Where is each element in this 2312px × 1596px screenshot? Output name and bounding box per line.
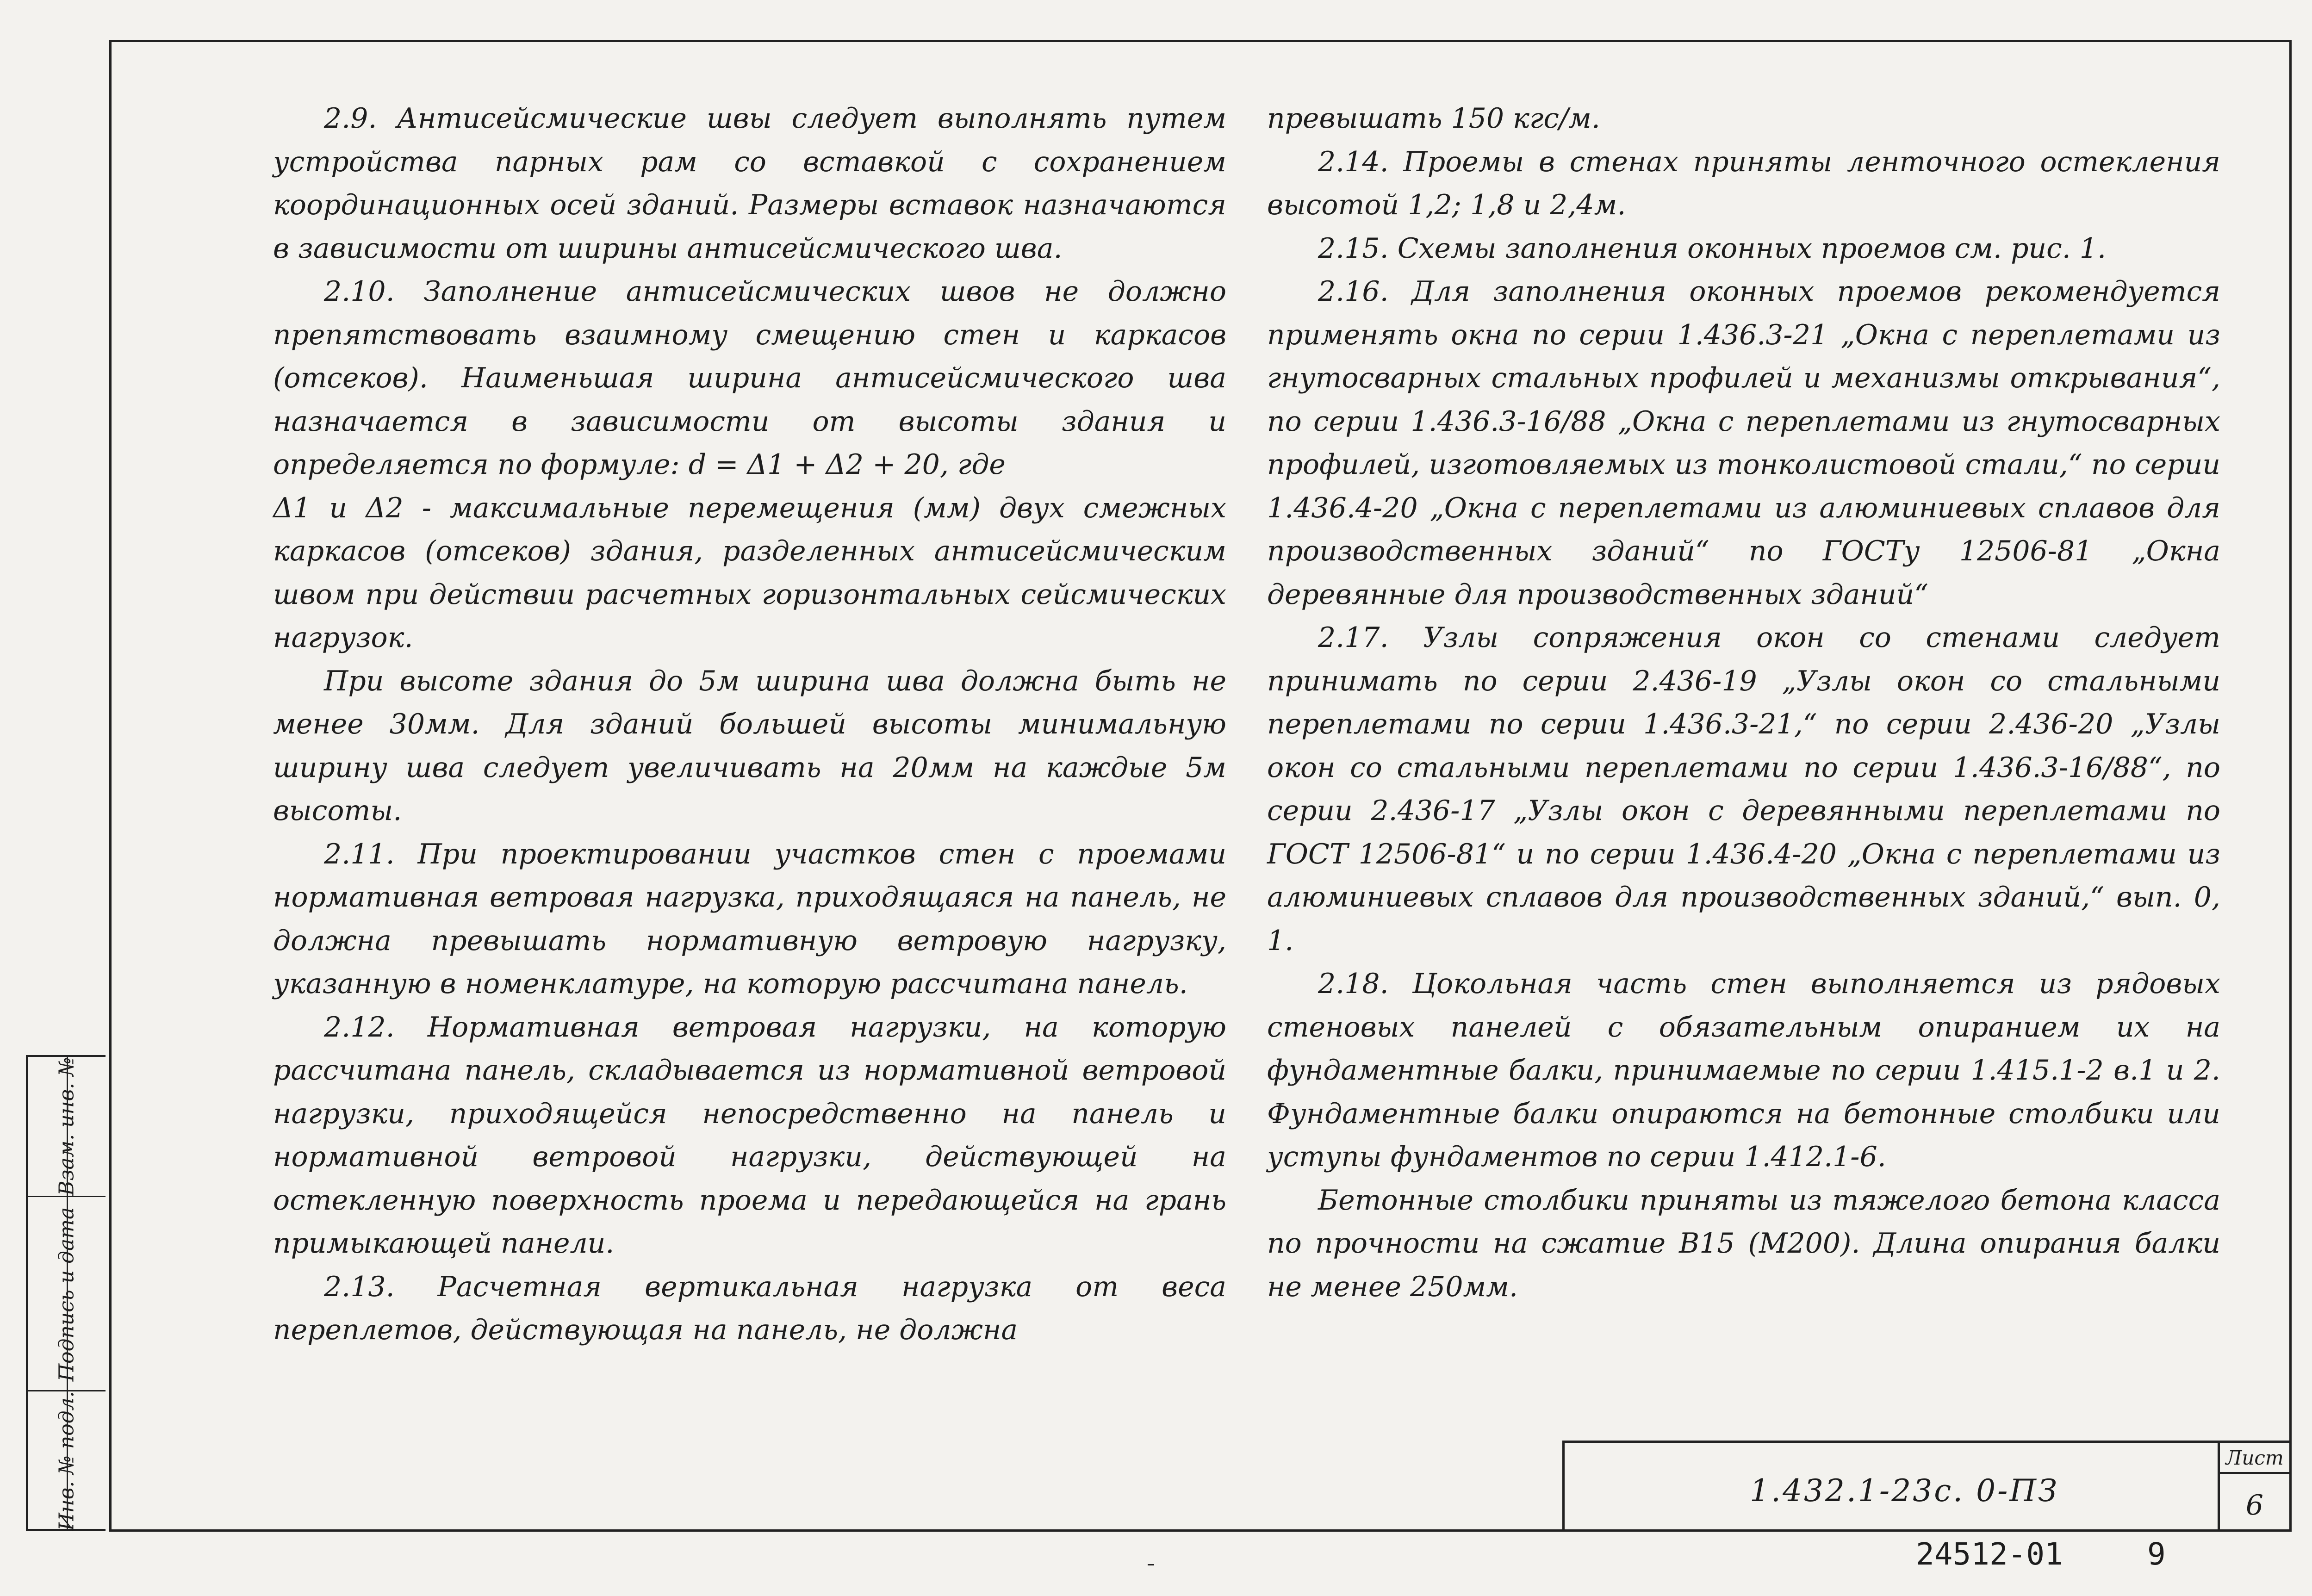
archive-page-number: 9 (2147, 1536, 2166, 1572)
paragraph: 2.13. Расчетная вертикальная нагрузка от веса переплетов, действующая на панель, не должна (273, 1270, 1226, 1346)
sheet-number-box (2218, 1443, 2289, 1532)
paragraph: 2.15. Схемы заполнения оконных проемов см. рис. 1. (1318, 232, 2107, 265)
center-mark (1148, 1564, 1154, 1565)
sheet-number: 6 (2245, 1489, 2264, 1521)
paragraph: 2.14. Проемы в стенах приняты ленточного остекления высотой 1,2; 1,8 и 2,4м. (1267, 145, 2220, 221)
stamp-vzam-label: Взам. инв. № (55, 1057, 79, 1196)
paragraph: превышать 150 кгс/м. (1267, 102, 1600, 135)
paragraph: 2.10. Заполнение антисейсмических швов не должно препятствовать взаимному смещению стен и каркасов (отсеков). Наименьшая ширина антисейсмического шва назначается в зависимости от высоты здания и определяется по формуле: d = Δ1 + Δ2 + 20, где (273, 275, 1226, 481)
paragraph: Δ1 и Δ2 - максимальные перемещения (мм) двух смежных каркасов (отсеков) здания, разделенных антисейсмическим швом при действии расчетных горизонтальных сейсмических нагрузок. (273, 491, 1226, 654)
paragraph: 2.11. При проектировании участков стен с проемами нормативная ветровая нагрузка, приходящаяся на панель, не должна превышать нормативную ветровую нагрузку, указанную в номенклатуре, на которую рассчитана панель. (273, 838, 1226, 1000)
paragraph: 2.9. Антисейсмические швы следует выполнять путем устройства парных рам со вставкой с сохранением координационных осей зданий. Размеры вставок назначаются в зависимости от ширины антисейсмического шва. (273, 102, 1226, 265)
side-stamp (26, 1055, 106, 1531)
paragraph: 2.18. Цокольная часть стен выполняется из рядовых стеновых панелей с обязательным опиранием их на фундаментные балки, принимаемые по серии 1.415.1-2 в.1 и 2. Фундаментные балки опираются на бетонные столбики или уступы фундаментов по серии 1.412.1-6. (1267, 968, 2220, 1173)
paragraph: 2.12. Нормативная ветровая нагрузки, на которую рассчитана панель, складывается из нормативной ветровой нагрузки, приходящейся непосредственно на панель и нормативной ветровой нагрузки, действующей на остекленную поверхность проема и передающейся на грань примыкающей панели. (273, 1011, 1226, 1260)
right-text-column (1267, 97, 2220, 1309)
title-block (1562, 1441, 2289, 1532)
paragraph: 2.16. Для заполнения оконных проемов рекомендуется применять окна по серии 1.436.3-21 „Окна с переплетами из гнутосварных стальных профилей и механизмы открывания“, по серии 1.436.3-16/88 „Окна с переплетами из гнутосварных профилей, изготовляемых из тонколистовой стали,“ по серии 1.436.4-20 „Окна с переплетами из алюминиевых сплавов для производственных зданий“ по ГОСТу 12506-81 „Окна деревянные для производственных зданий“ (1267, 275, 2220, 611)
stamp-sign-label: Подпись и дата (55, 1207, 79, 1382)
sheet-label: Лист (2220, 1447, 2289, 1474)
archive-code: 24512-01 (1916, 1536, 2063, 1572)
left-text-column (273, 97, 1226, 1352)
document-code: 1.432.1-23с. 0-ПЗ (1750, 1473, 2059, 1509)
paragraph: Бетонные столбики приняты из тяжелого бетона класса по прочности на сжатие В15 (М200). Длина опирания балки не менее 250мм. (1267, 1184, 2220, 1303)
stamp-inv-label: Инв. № подл. (55, 1391, 79, 1531)
paragraph: 2.17. Узлы сопряжения окон со стенами следует принимать по серии 2.436-19 „Узлы окон со стальными переплетами по серии 1.436.3-21,“ по серии 2.436-20 „Узлы окон со стальными переплетами по серии 1.436.3-16/88“, по серии 2.436-17 „Узлы окон с деревянными переплетами по ГОСТ 12506-81“ и по серии 1.436.4-20 „Окна с переплетами из алюминиевых сплавов для производственных зданий,“ вып. 0, 1. (1267, 621, 2220, 957)
paragraph: При высоте здания до 5м ширина шва должна быть не менее 30мм. Для зданий большей высоты минимальную ширину шва следует увеличивать на 20мм на каждые 5м высоты. (273, 664, 1226, 827)
stamp-divider (67, 1057, 68, 1529)
